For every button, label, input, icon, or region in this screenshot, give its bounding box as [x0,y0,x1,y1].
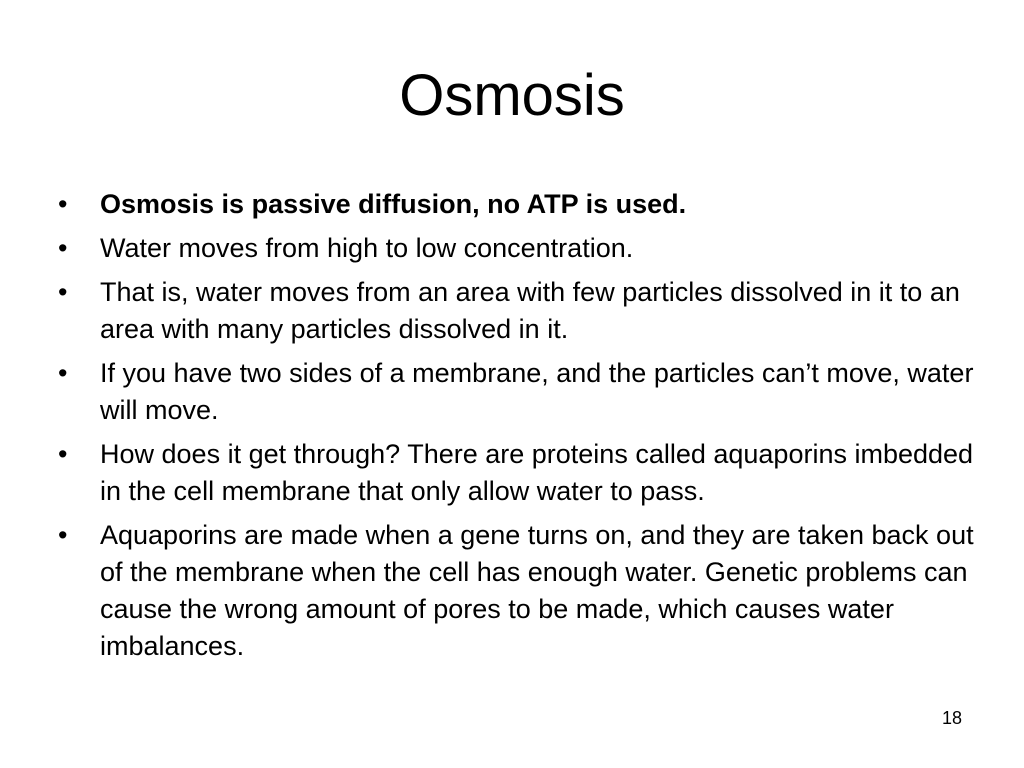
bullet-icon: • [58,439,68,469]
bullet-item [58,517,978,665]
page-number: 18 [941,708,962,728]
bullet-icon: • [58,189,68,219]
bullet-text: Osmosis is passive diffusion, no ATP is used. [100,189,687,219]
bullet-text: Water moves from high to low concentration. [100,233,634,263]
bullet-text: How does it get through? There are proteins called aquaporins imbedded in the cell membrane that only allow water to pass. [100,439,974,506]
bullet-icon: • [58,358,68,388]
bullet-item [58,186,978,223]
bullet-list [58,186,978,672]
bullet-text: Aquaporins are made when a gene turns on, and they are taken back out of the membrane when the cell has enough water. Genetic problems can cause the wrong amount of pores to be made, which causes water imbalances. [100,520,974,661]
slide-title: Osmosis [399,63,625,128]
bullet-item [58,355,978,429]
bullet-item [58,274,978,348]
bullet-text: If you have two sides of a membrane, and the particles can’t move, water will move. [100,358,974,425]
bullet-item [58,230,978,267]
bullet-text: That is, water moves from an area with few particles dissolved in it to an area with many particles dissolved in it. [100,277,960,344]
bullet-icon: • [58,233,68,263]
bullet-item [58,436,978,510]
bullet-icon: • [58,277,68,307]
bullet-icon: • [58,520,68,550]
